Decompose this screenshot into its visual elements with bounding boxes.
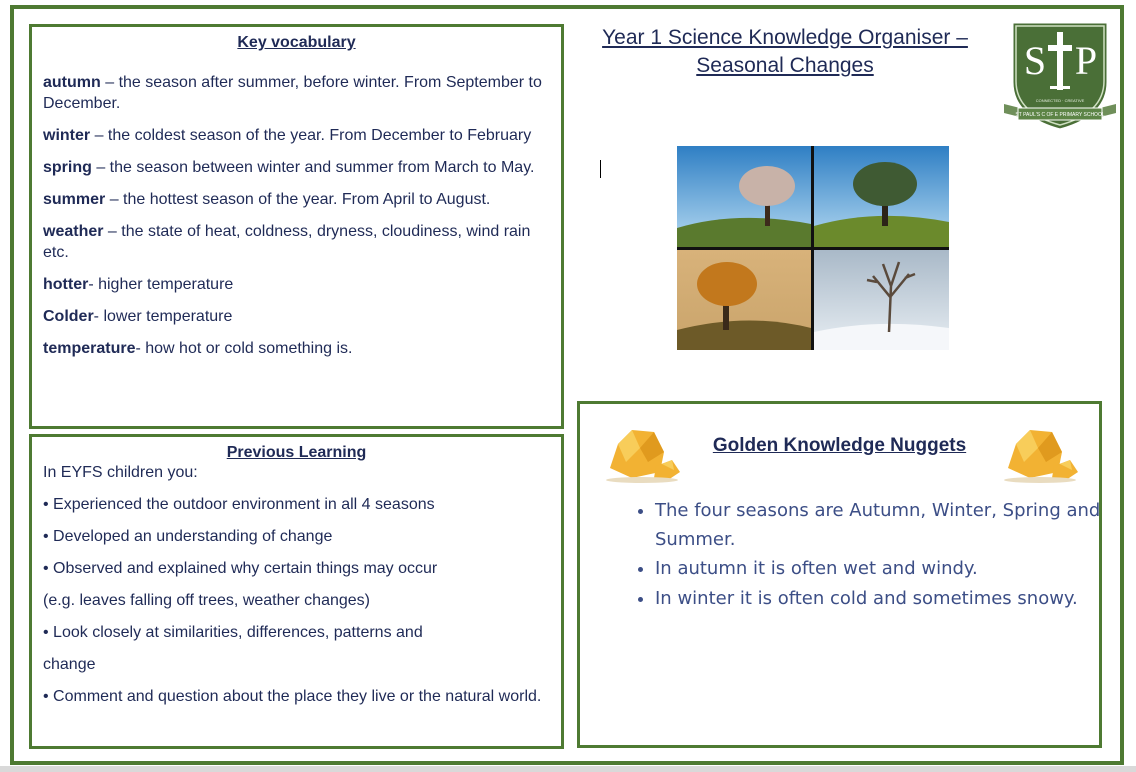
previous-learning-heading: Previous Learning	[226, 444, 367, 461]
page-title-line-1: Year 1 Science Knowledge Organiser –	[602, 26, 968, 49]
vocabulary-item	[43, 338, 543, 359]
vocabulary-definition: - how hot or cold something is.	[135, 340, 353, 357]
golden-knowledge-nuggets-panel	[577, 401, 1102, 748]
golden-knowledge-nuggets-list	[630, 497, 1115, 614]
vocabulary-term: summer	[43, 191, 106, 208]
vocabulary-term: winter	[43, 127, 91, 144]
vocabulary-term: weather	[43, 223, 104, 240]
previous-learning-item: change	[43, 656, 96, 673]
vocabulary-list	[43, 72, 561, 359]
previous-learning-intro: In EYFS children you:	[43, 464, 198, 481]
nugget-item: • In autumn it is often wet and windy.	[655, 555, 1115, 584]
vocabulary-item	[43, 157, 543, 178]
svg-text:CONNECTED · CREATIVE: CONNECTED · CREATIVE	[1035, 98, 1085, 103]
vocabulary-item	[43, 306, 543, 327]
vocabulary-item	[43, 125, 543, 146]
vocabulary-definition: - lower temperature	[93, 308, 233, 325]
page-title-line-2: Seasonal Changes	[696, 54, 874, 77]
previous-learning-list	[43, 494, 561, 707]
text-cursor	[600, 160, 601, 178]
vocabulary-term: autumn	[43, 74, 101, 91]
previous-learning-item: • Developed an understanding of change	[43, 528, 333, 545]
vocabulary-definition: - higher temperature	[88, 276, 234, 293]
vocabulary-item	[43, 274, 543, 295]
key-vocabulary-heading: Key vocabulary	[237, 34, 356, 51]
previous-learning-panel	[29, 434, 564, 749]
vocabulary-definition: – the state of heat, coldness, dryness, cloudiness, wind rain etc.	[43, 223, 531, 261]
vocabulary-term: hotter	[43, 276, 89, 293]
gold-nugget-icon	[1000, 422, 1080, 484]
vocabulary-item	[43, 221, 543, 263]
vocabulary-item	[43, 72, 543, 114]
page-bottom-strip	[0, 766, 1136, 772]
golden-knowledge-nuggets-heading: Golden Knowledge Nuggets	[712, 435, 967, 456]
svg-text:S: S	[1023, 38, 1047, 83]
school-crest-logo	[1002, 12, 1118, 134]
four-seasons-tree-image	[677, 146, 949, 350]
page-title	[575, 24, 995, 80]
vocabulary-item	[43, 189, 543, 210]
key-vocabulary-panel	[29, 24, 564, 429]
previous-learning-item: (e.g. leaves falling off trees, weather changes)	[43, 592, 370, 609]
nugget-item: • The four seasons are Autumn, Winter, Spring and Summer.	[655, 497, 1115, 554]
previous-learning-item: • Look closely at similarities, differences, patterns and	[43, 624, 423, 641]
vocabulary-term: Colder	[43, 308, 94, 325]
vocabulary-definition: – the coldest season of the year. From December to February	[90, 127, 532, 144]
vocabulary-term: temperature	[43, 340, 136, 357]
previous-learning-item: • Experienced the outdoor environment in all 4 seasons	[43, 496, 435, 513]
nugget-item: • In winter it is often cold and sometimes snowy.	[655, 585, 1115, 614]
vocabulary-term: spring	[43, 159, 92, 176]
vocabulary-definition: – the season after summer, before winter. From September to December.	[43, 74, 542, 112]
logo-motto: ST PAUL'S C OF E PRIMARY SCHOOL	[1015, 112, 1105, 118]
vocabulary-definition: – the hottest season of the year. From April to August.	[105, 191, 491, 208]
vocabulary-definition: – the season between winter and summer from March to May.	[91, 159, 535, 176]
svg-text:P: P	[1074, 38, 1098, 83]
previous-learning-item: • Comment and question about the place they live or the natural world.	[43, 688, 542, 705]
previous-learning-item: • Observed and explained why certain things may occur	[43, 560, 438, 577]
